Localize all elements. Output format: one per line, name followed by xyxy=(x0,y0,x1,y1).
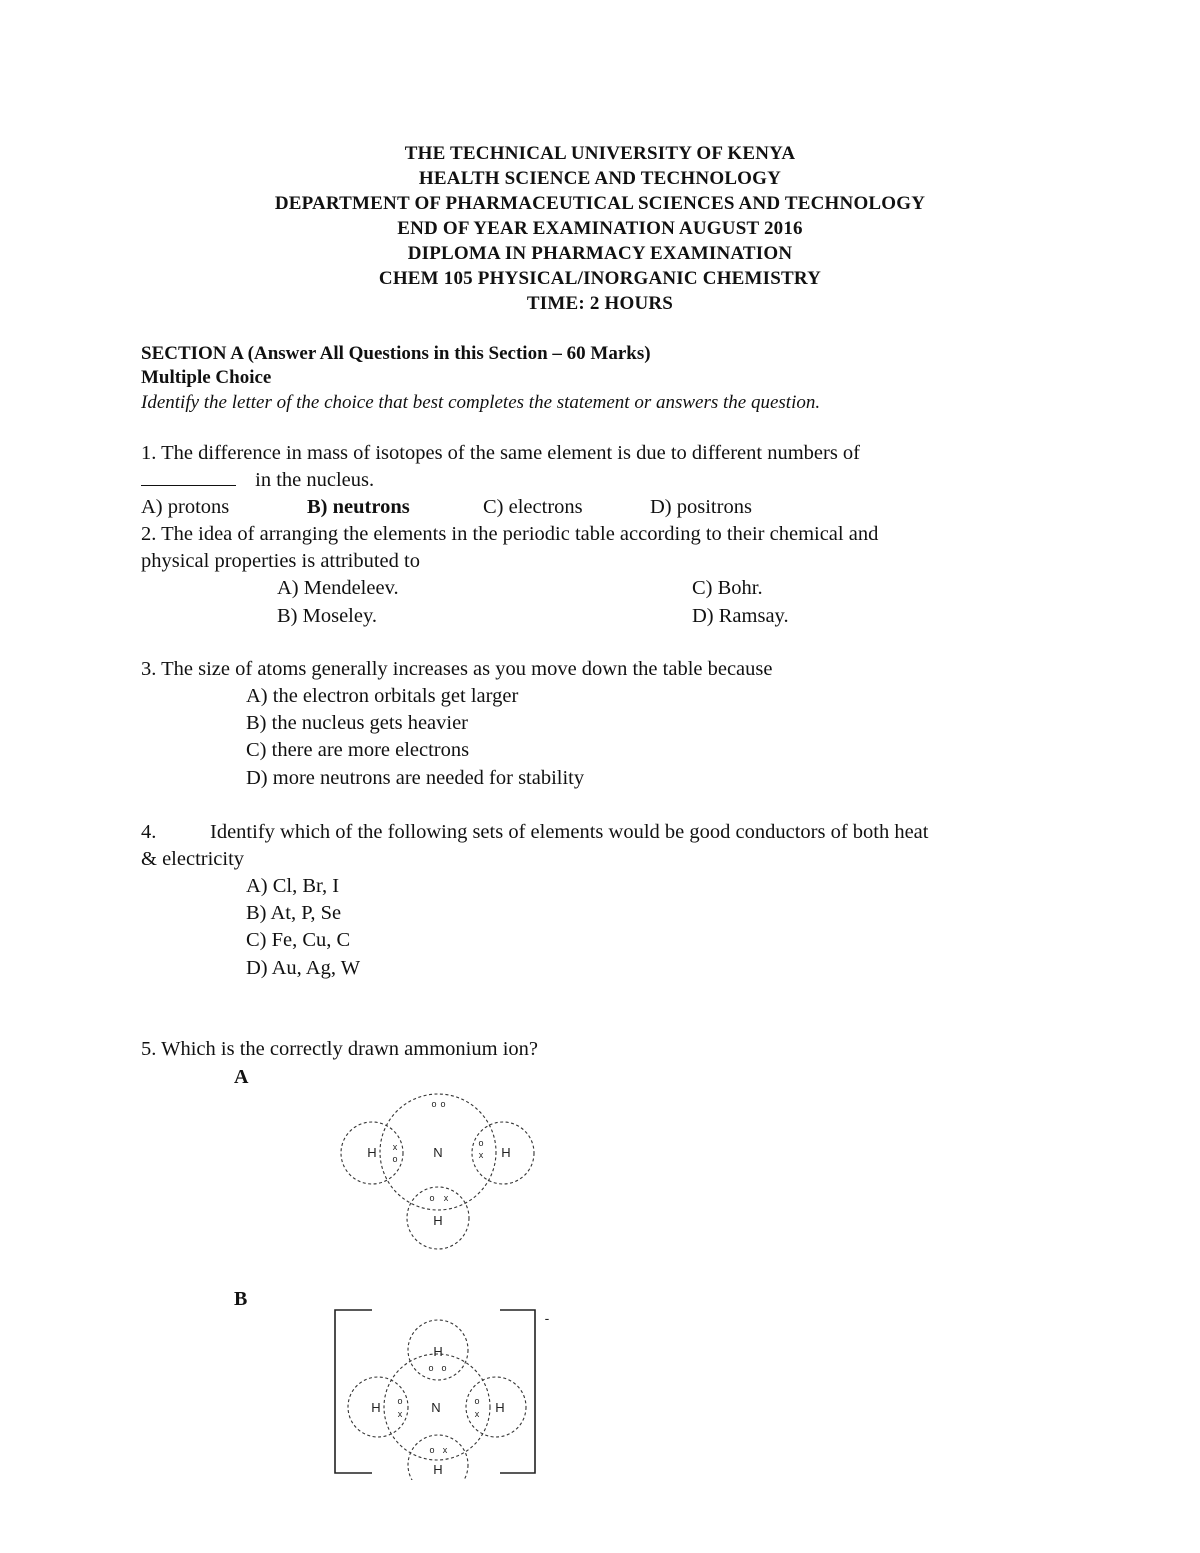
q4-option-a: A) Cl, Br, I xyxy=(246,875,340,897)
electron-dot: o xyxy=(429,1193,435,1203)
electron-dot: o xyxy=(431,1099,437,1109)
answer-blank xyxy=(141,469,236,486)
q1-stem-line2 xyxy=(141,469,374,492)
q2-option-b: B) Moseley. xyxy=(277,605,378,627)
h-atom-label: H xyxy=(433,1344,443,1359)
q4-option-b: B) At, P, Se xyxy=(246,902,342,924)
exam-duration: TIME: 2 HOURS xyxy=(526,293,674,314)
electron-dot: o xyxy=(478,1138,484,1148)
ammonium-diagram-a xyxy=(330,1090,550,1260)
electron-dot: o xyxy=(441,1363,447,1373)
q4-number: 4. xyxy=(141,821,157,843)
electron-dot: o xyxy=(397,1396,403,1406)
university-name: THE TECHNICAL UNIVERSITY OF KENYA xyxy=(404,143,796,164)
electron-cross: x xyxy=(443,1193,449,1203)
h-atom-label: H xyxy=(433,1213,443,1228)
q1-option-d: D) positrons xyxy=(650,496,752,518)
programme-name: DIPLOMA IN PHARMACY EXAMINATION xyxy=(407,243,793,264)
electron-dot: o xyxy=(474,1396,480,1406)
q5-option-b-label: B xyxy=(234,1288,248,1310)
faculty-name: HEALTH SCIENCE AND TECHNOLOGY xyxy=(418,168,782,189)
electron-cross: x xyxy=(392,1142,398,1152)
course-name: CHEM 105 PHYSICAL/INORGANIC CHEMISTRY xyxy=(378,268,822,289)
q2-stem: 2. The idea of arranging the elements in the periodic table according to their chemical and xyxy=(141,523,879,545)
electron-cross: x xyxy=(478,1150,484,1160)
q1-option-b: B) neutrons xyxy=(307,496,410,518)
q3-stem: 3. The size of atoms generally increases as you move down the table because xyxy=(141,658,773,680)
q3-option-d: D) more neutrons are needed for stability xyxy=(246,767,585,789)
q1-option-a: A) protons xyxy=(141,496,230,518)
section-title: SECTION A (Answer All Questions in this Section – 60 Marks) xyxy=(141,343,651,364)
exam-title: END OF YEAR EXAMINATION AUGUST 2016 xyxy=(397,218,803,239)
left-bracket xyxy=(335,1310,372,1473)
electron-dot: o xyxy=(428,1363,434,1373)
right-bracket xyxy=(500,1310,535,1473)
q1-option-c: C) electrons xyxy=(483,496,583,518)
q2-option-c: C) Bohr. xyxy=(692,577,763,599)
h-atom-label: H xyxy=(501,1145,511,1160)
q5-stem: 5. Which is the correctly drawn ammonium ion? xyxy=(141,1038,538,1060)
charge-sign: - xyxy=(544,1310,550,1326)
electron-dot: o xyxy=(429,1445,435,1455)
section-instruction: Identify the letter of the choice that best completes the statement or answers the question. xyxy=(141,392,821,413)
q2-option-d: D) Ramsay. xyxy=(692,605,789,627)
electron-cross: x xyxy=(442,1445,448,1455)
electron-dot: o xyxy=(392,1154,398,1164)
q3-option-a: A) the electron orbitals get larger xyxy=(246,685,519,707)
ammonium-diagram-b xyxy=(330,1305,560,1480)
electron-dot: o xyxy=(440,1099,446,1109)
q5-option-a-label: A xyxy=(234,1066,249,1088)
department-name: DEPARTMENT OF PHARMACEUTICAL SCIENCES AND TECHNOLOGY xyxy=(274,193,926,214)
q4-stem-line2: & electricity xyxy=(141,848,245,870)
h-atom-label: H xyxy=(367,1145,377,1160)
q1-stem-tail: in the nucleus. xyxy=(255,469,375,491)
q2-stem-line2: physical properties is attributed to xyxy=(141,550,420,572)
q2-option-a: A) Mendeleev. xyxy=(277,577,399,599)
q1-stem: 1. The difference in mass of isotopes of the same element is due to different numbers of xyxy=(141,442,861,464)
n-atom-label: N xyxy=(431,1400,441,1415)
h-atom-label: H xyxy=(495,1400,505,1415)
q4-stem: Identify which of the following sets of elements would be good conductors of both heat xyxy=(210,821,929,843)
electron-cross: x xyxy=(397,1409,403,1419)
q4-option-d: D) Au, Ag, W xyxy=(246,957,361,979)
q3-option-c: C) there are more electrons xyxy=(246,739,470,761)
h-atom-label: H xyxy=(371,1400,381,1415)
q4-option-c: C) Fe, Cu, C xyxy=(246,929,351,951)
n-atom-label: N xyxy=(433,1145,443,1160)
h-atom-label: H xyxy=(433,1462,443,1477)
electron-cross: x xyxy=(474,1409,480,1419)
q3-option-b: B) the nucleus gets heavier xyxy=(246,712,469,734)
section-subtitle: Multiple Choice xyxy=(141,367,272,388)
